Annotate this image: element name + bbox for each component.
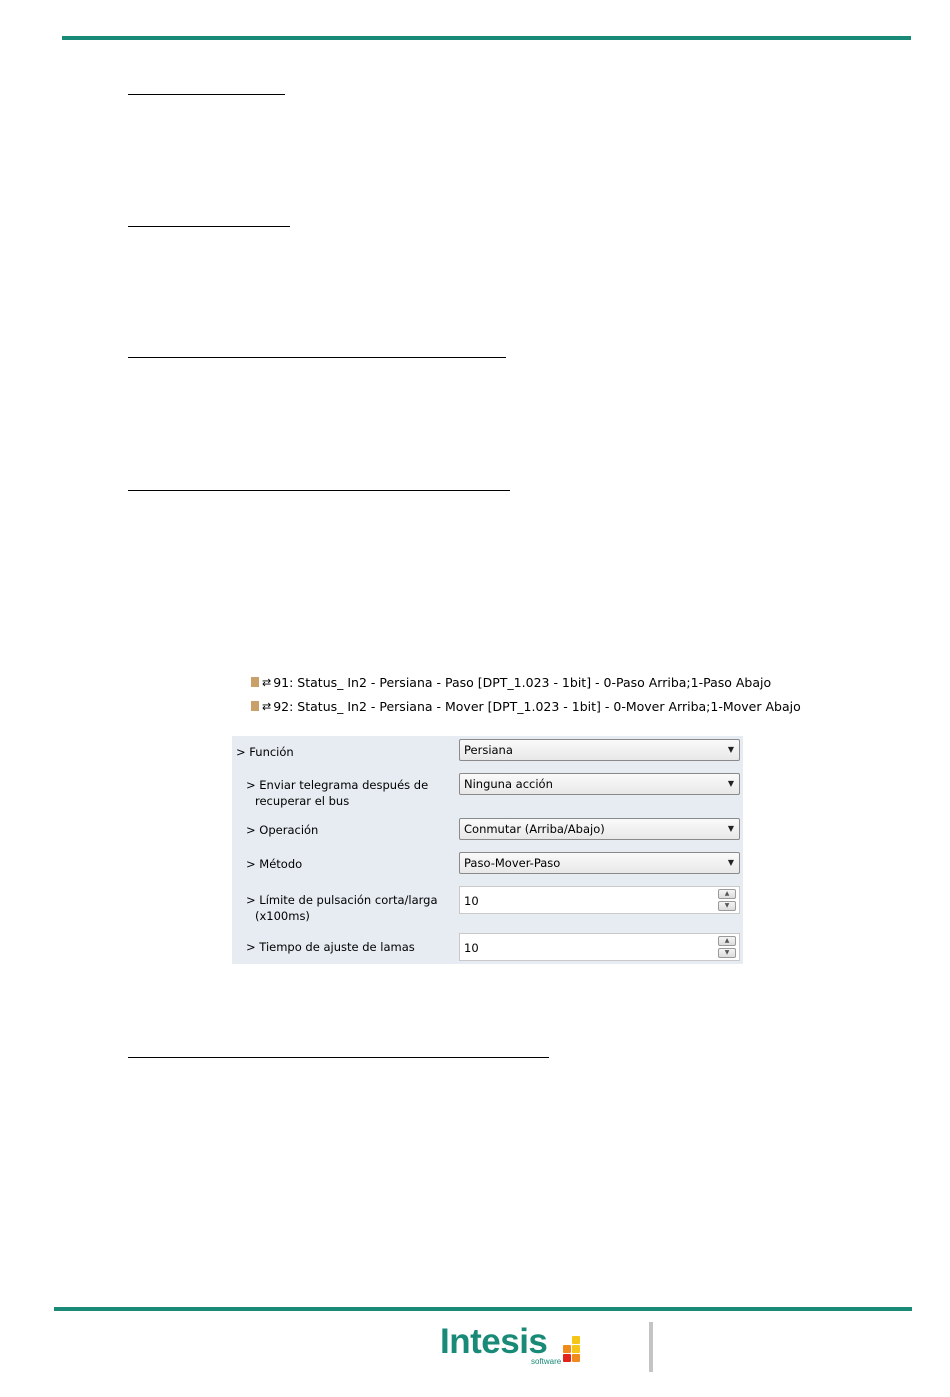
- footer-divider: [649, 1322, 653, 1372]
- chevron-down-icon: ▼: [727, 858, 734, 867]
- funcion-select-value: Persiana: [464, 743, 513, 757]
- limite-spinner[interactable]: [459, 886, 740, 914]
- section-heading-underline-4: [128, 490, 510, 491]
- metodo-select[interactable]: [459, 852, 740, 874]
- param-label-enviar-line1: > Enviar telegrama después de: [246, 778, 429, 792]
- communication-object-91[interactable]: [251, 670, 801, 694]
- param-label-enviar-line2: recuperar el bus: [255, 794, 350, 808]
- object-icon: [251, 677, 259, 687]
- communication-objects-list: [251, 670, 801, 718]
- limite-spinner-value: 10: [464, 894, 479, 908]
- enviar-select-value: Ninguna acción: [464, 777, 553, 791]
- section-heading-underline-5: [128, 1057, 549, 1058]
- logo-subtitle: software: [531, 1357, 562, 1366]
- spin-down-button[interactable]: ▼: [718, 901, 736, 911]
- param-label-operacion: > Operación: [246, 823, 319, 837]
- object-icon: [251, 701, 259, 711]
- chevron-down-icon: ▼: [727, 824, 734, 833]
- chevron-down-icon: ▼: [727, 779, 734, 788]
- spin-up-button[interactable]: ▲: [718, 936, 736, 946]
- object-label: 91: Status_ In2 - Persiana - Paso [DPT_1.023 - 1bit] - 0-Paso Arriba;1-Paso Abajo: [273, 674, 772, 690]
- parameters-panel: [232, 736, 743, 964]
- section-heading-underline-3: [128, 357, 506, 358]
- operacion-select[interactable]: [459, 818, 740, 840]
- object-label: 92: Status_ In2 - Persiana - Mover [DPT_1.023 - 1bit] - 0-Mover Arriba;1-Mover Abajo: [273, 698, 801, 714]
- param-label-metodo: > Método: [246, 857, 303, 871]
- header-rule: [62, 36, 911, 40]
- spin-up-button[interactable]: ▲: [718, 889, 736, 899]
- enviar-select[interactable]: [459, 773, 740, 795]
- spin-down-button[interactable]: ▼: [718, 948, 736, 958]
- intesis-logo: [440, 1322, 600, 1372]
- logo-wordmark: Intesis: [440, 1322, 548, 1361]
- tiempo-spinner-value: 10: [464, 941, 479, 955]
- bidirectional-arrow-icon: ⇄: [262, 699, 272, 713]
- chevron-down-icon: ▼: [727, 745, 734, 754]
- param-label-limite-line1: > Límite de pulsación corta/larga: [246, 893, 438, 907]
- logo-squares-icon: [563, 1336, 589, 1364]
- param-label-funcion: > Función: [236, 745, 294, 759]
- metodo-select-value: Paso-Mover-Paso: [464, 856, 561, 870]
- param-label-tiempo: > Tiempo de ajuste de lamas: [246, 940, 415, 954]
- tiempo-spinner[interactable]: [459, 933, 740, 961]
- footer-rule: [54, 1307, 912, 1311]
- operacion-select-value: Conmutar (Arriba/Abajo): [464, 822, 605, 836]
- bidirectional-arrow-icon: ⇄: [262, 675, 272, 689]
- funcion-select[interactable]: [459, 739, 740, 761]
- param-label-limite-line2: (x100ms): [255, 909, 310, 923]
- section-heading-underline-2: [128, 226, 290, 227]
- communication-object-92[interactable]: [251, 694, 801, 718]
- section-heading-underline-1: [128, 94, 285, 95]
